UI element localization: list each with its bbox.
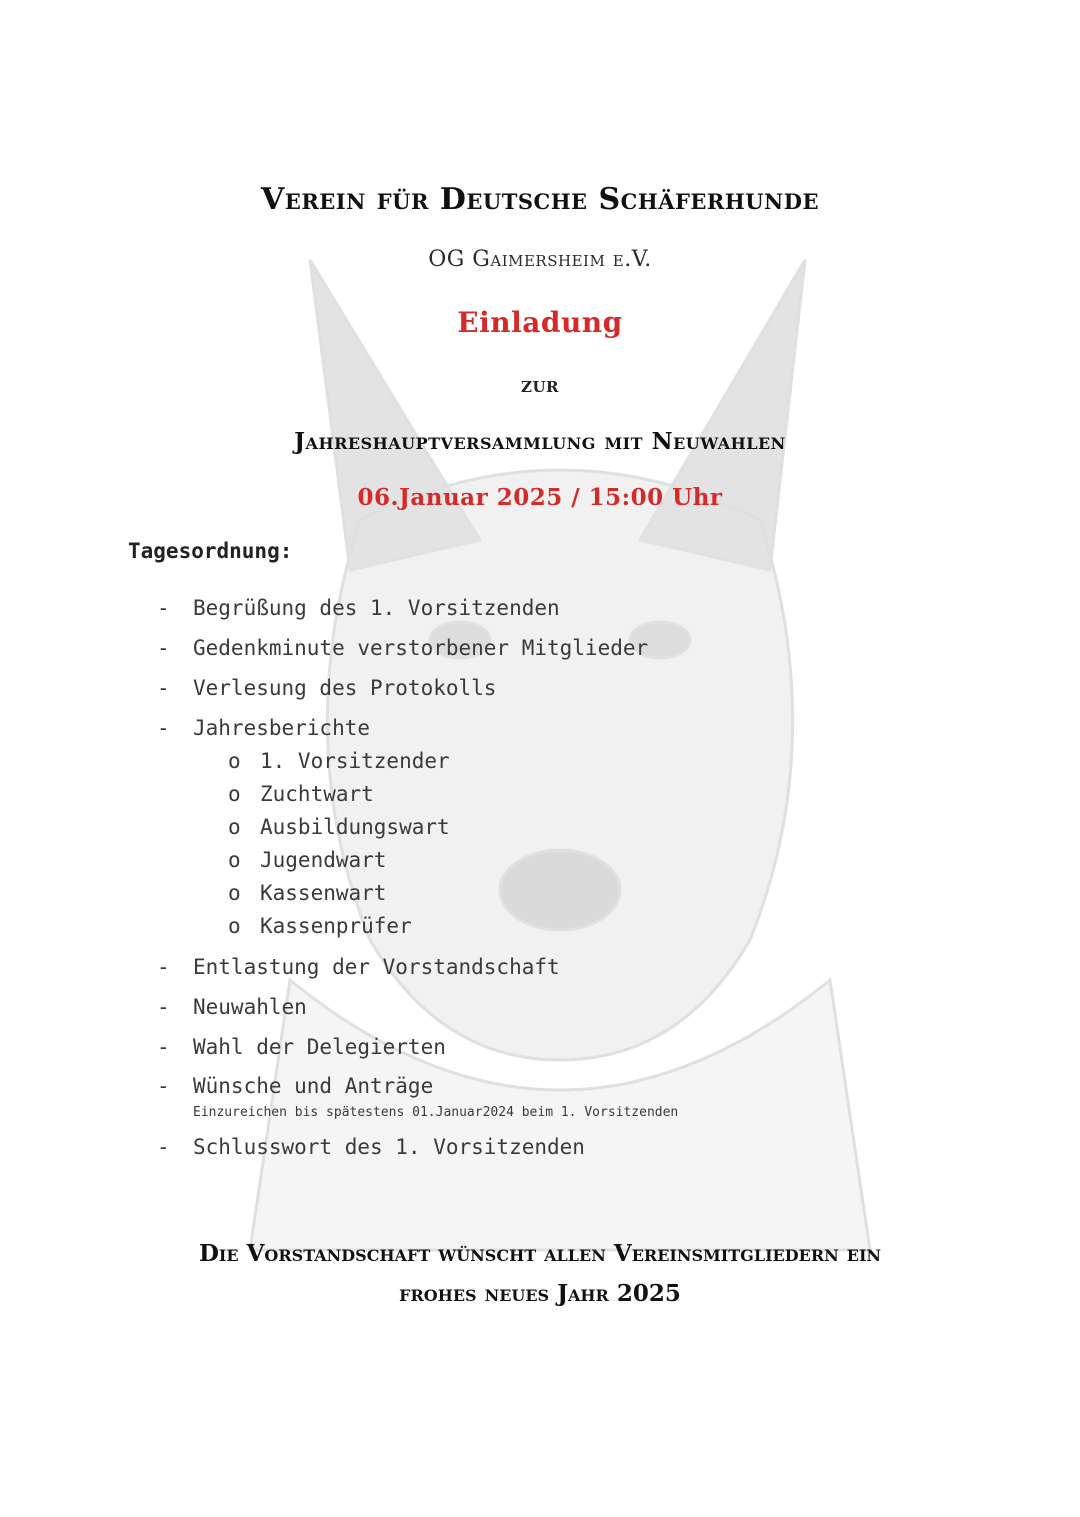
meeting-date: 06.Januar 2025 / 15:00 Uhr bbox=[357, 484, 723, 511]
circle-bullet: o bbox=[228, 749, 241, 773]
agenda-subitem bbox=[228, 881, 386, 905]
agenda-item bbox=[157, 676, 496, 700]
circle-bullet: o bbox=[228, 881, 241, 905]
agenda-subitem-label: 1. Vorsitzender bbox=[260, 749, 450, 773]
dash-bullet: - bbox=[157, 716, 170, 740]
to-word: zur bbox=[521, 372, 559, 398]
agenda-item bbox=[157, 1074, 433, 1098]
dash-bullet: - bbox=[157, 636, 170, 660]
dash-bullet: - bbox=[157, 955, 170, 979]
agenda-heading: Tagesordnung: bbox=[128, 539, 293, 563]
agenda-item bbox=[157, 955, 560, 979]
circle-bullet: o bbox=[228, 815, 241, 839]
agenda-subitem bbox=[228, 782, 374, 806]
agenda-subitem-label: Kassenprüfer bbox=[260, 914, 412, 938]
dash-bullet: - bbox=[157, 596, 170, 620]
agenda-item-label: Begrüßung des 1. Vorsitzenden bbox=[193, 596, 560, 620]
meeting-title: Jahreshauptversammlung mit Neuwahlen bbox=[294, 428, 786, 455]
agenda-item-label: Neuwahlen bbox=[193, 995, 307, 1019]
dash-bullet: - bbox=[157, 1035, 170, 1059]
invitation-heading: Einladung bbox=[457, 306, 623, 339]
agenda-item bbox=[157, 636, 648, 660]
agenda-item bbox=[157, 716, 370, 740]
club-subtitle: OG Gaimersheim e.V. bbox=[428, 247, 652, 272]
agenda-item bbox=[157, 596, 560, 620]
agenda-item-label: Wahl der Delegierten bbox=[193, 1035, 446, 1059]
circle-bullet: o bbox=[228, 848, 241, 872]
dash-bullet: - bbox=[157, 1135, 170, 1159]
agenda-item-label: Entlastung der Vorstandschaft bbox=[193, 955, 560, 979]
agenda-item-label: Schlusswort des 1. Vorsitzenden bbox=[193, 1135, 585, 1159]
agenda-subitem bbox=[228, 815, 450, 839]
agenda-item bbox=[157, 1035, 446, 1059]
closing-line-2: frohes neues Jahr 2025 bbox=[399, 1280, 681, 1307]
agenda-item bbox=[157, 995, 307, 1019]
club-title: Verein für Deutsche Schäferhunde bbox=[261, 182, 819, 217]
dash-bullet: - bbox=[157, 995, 170, 1019]
agenda-subitem-label: Zuchtwart bbox=[260, 782, 374, 806]
agenda-item-label: Gedenkminute verstorbener Mitglieder bbox=[193, 636, 649, 660]
agenda-subitem-label: Ausbildungswart bbox=[260, 815, 450, 839]
submission-note: Einzureichen bis spätestens 01.Januar2024 beim 1. Vorsitzenden bbox=[193, 1105, 679, 1120]
agenda-item-label: Verlesung des Protokolls bbox=[193, 676, 497, 700]
dash-bullet: - bbox=[157, 1074, 170, 1098]
agenda-subitem-label: Kassenwart bbox=[260, 881, 387, 905]
circle-bullet: o bbox=[228, 782, 241, 806]
dash-bullet: - bbox=[157, 676, 170, 700]
agenda-subitem bbox=[228, 749, 450, 773]
agenda-item bbox=[157, 1135, 585, 1159]
agenda-item-label: Jahresberichte bbox=[193, 716, 371, 740]
agenda-item-label: Wünsche und Anträge bbox=[193, 1074, 434, 1098]
agenda-subitem bbox=[228, 914, 412, 938]
agenda-subitem-label: Jugendwart bbox=[260, 848, 387, 872]
agenda-subitem bbox=[228, 848, 386, 872]
circle-bullet: o bbox=[228, 914, 241, 938]
closing-line-1: Die Vorstandschaft wünscht allen Vereinsmitgliedern ein bbox=[198, 1240, 882, 1267]
